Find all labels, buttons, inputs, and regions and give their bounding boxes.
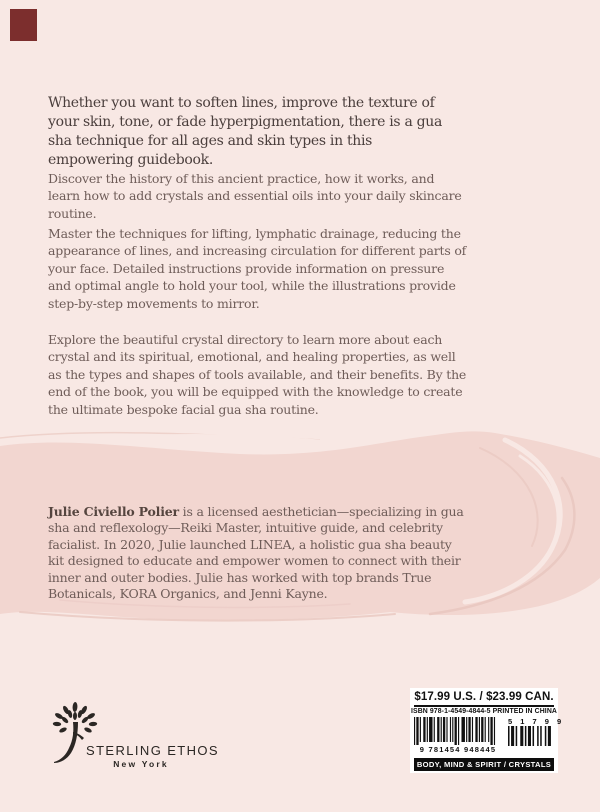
price-code-digits: 5 1 7 9 9 (508, 717, 565, 726)
price-supplement-barcode (508, 717, 565, 746)
body-paragraph-3: Explore the beautiful crystal directory to learn more about each crystal and its spiritual, emotional, and healing properties, as well as the types and shapes of tools available, and their benefits. By the end of the book, you will be equipped with the knowledge to create the ultimate bespoke facial gua sha routine. (48, 331, 467, 417)
ean-barcode (414, 717, 502, 754)
ean-digits: 9 781454 948445 (419, 745, 497, 754)
spine-color-square (10, 9, 37, 41)
intro-paragraph: Whether you want to soften lines, improve the texture of your skin, tone, or fade hyperpigmentation, there is a gua sha technique for all ages and skin types in this empowering guidebook. (48, 95, 443, 168)
category-banner: BODY, MIND & SPIRIT / CRYSTALS (414, 758, 554, 771)
price-text: $17.99 U.S. / $23.99 CAN. (414, 691, 554, 703)
body-paragraph-1: Discover the history of this ancient practice, how it works, and learn how to add crystals and essential oils into your daily skincare routine. (48, 170, 462, 221)
publisher-name: STERLING ETHOS (86, 743, 220, 758)
publisher-city: New York (113, 759, 169, 769)
author-bio (48, 504, 468, 603)
price-divider (414, 705, 554, 707)
author-bio-text: is a licensed aesthetician—specializing in gua sha and reflexology—Reiki Master, intuitive guide, and celebrity facialist. In 2020, Julie launched LINEA, a holistic gua sha beauty kit designed to educate and empower women to connect with their inner and outer bodies. Julie has worked with top brands True Botanicals, KORA Organics, and Jenni Kayne. (48, 503, 464, 601)
body-paragraph-2: Master the techniques for lifting, lymphatic drainage, reducing the appearance of lines, and increasing circulation for different parts of your face. Detailed instructions provide information on pressure and optimal angle to hold your tool, while the illustrations provide step-by-step movements to mirror. (48, 225, 467, 311)
isbn-text: ISBN 978-1-4549-4844-5 PRINTED IN CHINA (411, 708, 557, 715)
author-name: Julie Civiello Polier (48, 503, 179, 519)
barcode-block (410, 688, 565, 773)
